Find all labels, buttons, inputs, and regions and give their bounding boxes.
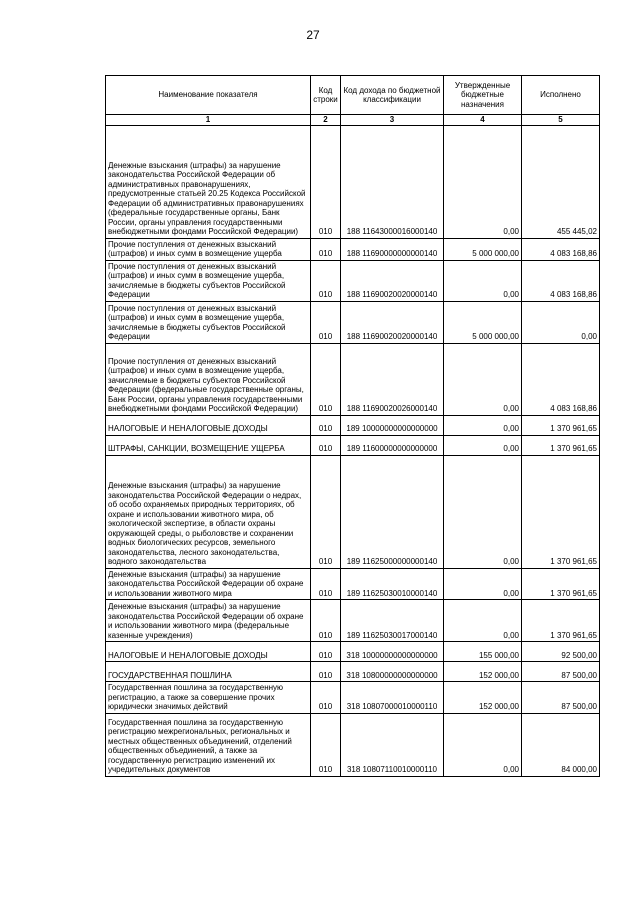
row-line-code: 010 [311, 682, 341, 714]
row-approved: 0,00 [444, 435, 522, 455]
row-approved: 0,00 [444, 455, 522, 568]
header-approved: Утвержденные бюджетные назначения [444, 76, 522, 115]
row-executed: 87 500,00 [522, 662, 600, 682]
row-line-code: 010 [311, 600, 341, 642]
row-income-code: 189 11625030010000140 [341, 568, 444, 600]
table-body [106, 125, 600, 776]
row-approved: 0,00 [444, 415, 522, 435]
column-number: 5 [522, 115, 600, 126]
row-executed: 84 000,00 [522, 713, 600, 776]
row-name: Денежные взыскания (штрафы) за нарушение законодательства Российской Федерации об охране и использовании животного мира (федеральные казенные учреждения) [106, 600, 311, 642]
row-name: Прочие поступления от денежных взысканий (штрафов) и иных сумм в возмещение ущерба [106, 238, 311, 260]
table-row [106, 238, 600, 260]
row-name: НАЛОГОВЫЕ И НЕНАЛОГОВЫЕ ДОХОДЫ [106, 642, 311, 662]
row-name: ГОСУДАРСТВЕННАЯ ПОШЛИНА [106, 662, 311, 682]
row-line-code: 010 [311, 301, 341, 343]
column-number: 1 [106, 115, 311, 126]
row-executed: 1 370 961,65 [522, 435, 600, 455]
row-executed: 92 500,00 [522, 642, 600, 662]
row-name: Денежные взыскания (штрафы) за нарушение законодательства Российской Федерации об охране и использовании животного мира [106, 568, 311, 600]
row-approved: 0,00 [444, 260, 522, 301]
table-row [106, 260, 600, 301]
row-line-code: 010 [311, 125, 341, 238]
row-line-code: 010 [311, 343, 341, 415]
table-row [106, 455, 600, 568]
row-approved: 0,00 [444, 713, 522, 776]
row-income-code: 188 11690000000000140 [341, 238, 444, 260]
table-row [106, 682, 600, 714]
row-name: Прочие поступления от денежных взысканий (штрафов) и иных сумм в возмещение ущерба, зачисляемые в бюджеты субъектов Российской Федерации [106, 301, 311, 343]
row-name: Прочие поступления от денежных взысканий (штрафов) и иных сумм в возмещение ущерба, зачисляемые в бюджеты субъектов Российской Федерации (федеральные государственные органы, Банк России, органы управления государственными внебюджетными фондами Российской Федерации) [106, 343, 311, 415]
row-income-code: 318 10807110010000110 [341, 713, 444, 776]
row-approved: 5 000 000,00 [444, 301, 522, 343]
row-name: Денежные взыскания (штрафы) за нарушение законодательства Российской Федерации об административных правонарушениях, предусмотренные статьей 20.25 Кодекса Российской Федерации об административных правонарушениях (федеральные государственные органы, Банк России, органы управления государственными внебюджетными фондами Российской Федерации) [106, 125, 311, 238]
row-executed: 1 370 961,65 [522, 568, 600, 600]
row-approved: 0,00 [444, 568, 522, 600]
row-name: Денежные взыскания (штрафы) за нарушение законодательства Российской Федерации о недрах, об особо охраняемых природных территориях, об охране и использовании животного мира, об экологической экспертизе, в области охраны окружающей среды, о рыболовстве и сохранении водных биологических ресурсов, земельного законодательства, лесного законодательства, водного законодательства [106, 455, 311, 568]
row-executed: 1 370 961,65 [522, 455, 600, 568]
row-line-code: 010 [311, 455, 341, 568]
row-income-code: 189 11625030017000140 [341, 600, 444, 642]
table-row [106, 343, 600, 415]
row-approved: 5 000 000,00 [444, 238, 522, 260]
row-executed: 4 083 168,86 [522, 343, 600, 415]
row-income-code: 188 11690020026000140 [341, 343, 444, 415]
table-row [106, 415, 600, 435]
table-row [106, 125, 600, 238]
row-income-code: 188 11690020020000140 [341, 260, 444, 301]
row-line-code: 010 [311, 415, 341, 435]
budget-execution-table [105, 75, 600, 777]
row-line-code: 010 [311, 642, 341, 662]
row-name: НАЛОГОВЫЕ И НЕНАЛОГОВЫЕ ДОХОДЫ [106, 415, 311, 435]
row-approved: 0,00 [444, 125, 522, 238]
row-line-code: 010 [311, 260, 341, 301]
row-income-code: 318 10807000010000110 [341, 682, 444, 714]
row-executed: 4 083 168,86 [522, 238, 600, 260]
table-row [106, 435, 600, 455]
row-income-code: 189 11625000000000140 [341, 455, 444, 568]
row-name: Прочие поступления от денежных взысканий (штрафов) и иных сумм в возмещение ущерба, зачисляемые в бюджеты субъектов Российской Федерации [106, 260, 311, 301]
header-line-code: Код строки [311, 76, 341, 115]
table-row [106, 713, 600, 776]
row-income-code: 189 11600000000000000 [341, 435, 444, 455]
row-executed: 1 370 961,65 [522, 415, 600, 435]
row-executed: 87 500,00 [522, 682, 600, 714]
row-line-code: 010 [311, 435, 341, 455]
row-name: Государственная пошлина за государственную регистрацию межрегиональных, региональных и местных общественных объединений, отделений общественных объединений, а также за государственную регистрацию изменений их учредительных документов [106, 713, 311, 776]
row-approved: 152 000,00 [444, 682, 522, 714]
row-income-code: 318 10800000000000000 [341, 662, 444, 682]
column-number: 2 [311, 115, 341, 126]
row-income-code: 188 11643000016000140 [341, 125, 444, 238]
table-row [106, 568, 600, 600]
table-row [106, 662, 600, 682]
row-executed: 455 445,02 [522, 125, 600, 238]
row-income-code: 189 10000000000000000 [341, 415, 444, 435]
column-number: 3 [341, 115, 444, 126]
page-number: 27 [306, 28, 320, 42]
table-row [106, 642, 600, 662]
column-number-row [106, 115, 600, 126]
row-name: Государственная пошлина за государственную регистрацию, а также за совершение прочих юридически значимых действий [106, 682, 311, 714]
row-executed: 1 370 961,65 [522, 600, 600, 642]
row-name: ШТРАФЫ, САНКЦИИ, ВОЗМЕЩЕНИЕ УЩЕРБА [106, 435, 311, 455]
row-approved: 0,00 [444, 343, 522, 415]
row-approved: 0,00 [444, 600, 522, 642]
row-executed: 4 083 168,86 [522, 260, 600, 301]
table-header-row [106, 76, 600, 115]
header-name: Наименование показателя [106, 76, 311, 115]
row-line-code: 010 [311, 662, 341, 682]
row-executed: 0,00 [522, 301, 600, 343]
row-income-code: 188 11690020020000140 [341, 301, 444, 343]
row-approved: 152 000,00 [444, 662, 522, 682]
row-line-code: 010 [311, 568, 341, 600]
header-executed: Исполнено [522, 76, 600, 115]
column-number: 4 [444, 115, 522, 126]
table-row [106, 301, 600, 343]
row-line-code: 010 [311, 238, 341, 260]
row-line-code: 010 [311, 713, 341, 776]
header-income-code: Код дохода по бюджетной классификации [341, 76, 444, 115]
table-row [106, 600, 600, 642]
row-approved: 155 000,00 [444, 642, 522, 662]
row-income-code: 318 10000000000000000 [341, 642, 444, 662]
